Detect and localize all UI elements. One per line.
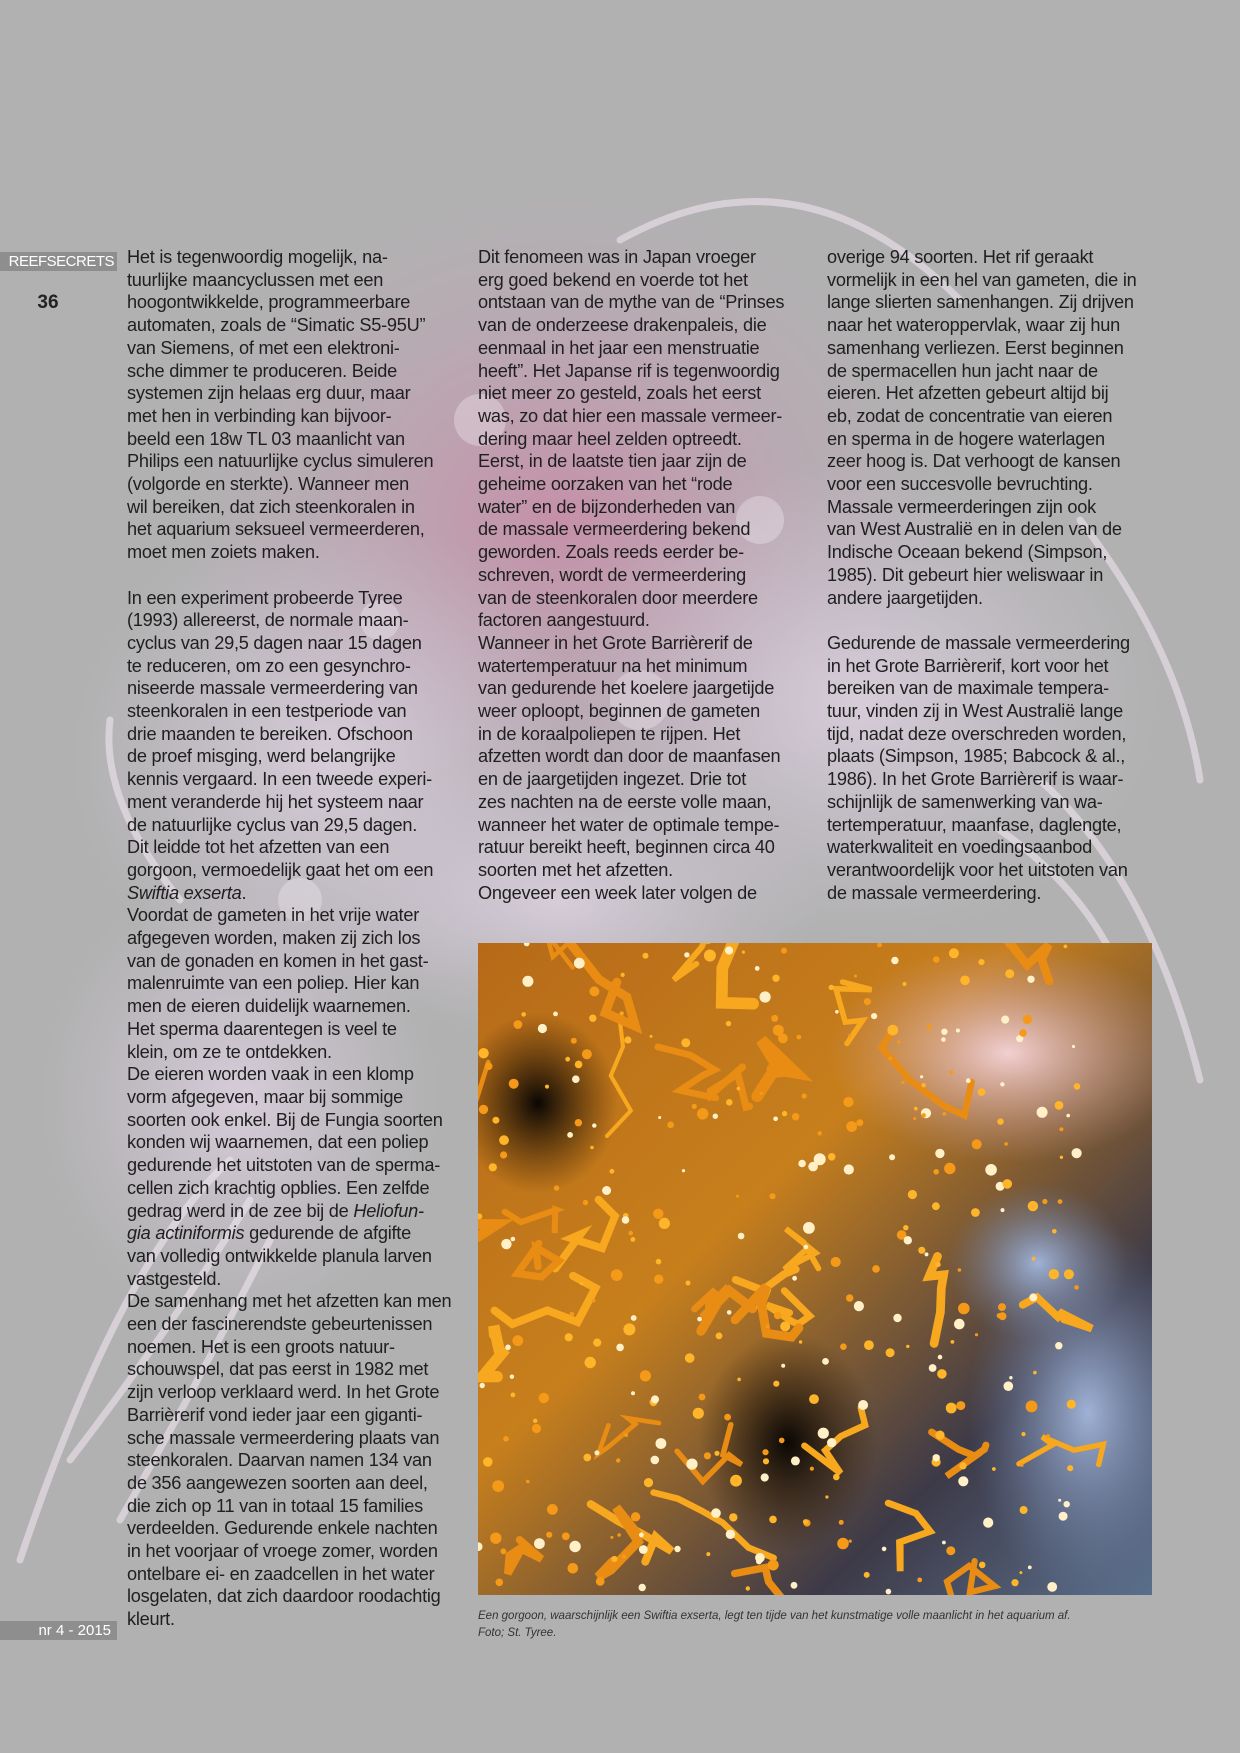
- text-line: [827, 428, 1162, 451]
- text-run: schouwspel, dat pas eerst in 1982 met: [127, 1359, 429, 1380]
- text-run: van de onderzeese drakenpaleis, die: [478, 315, 767, 336]
- text-line: [478, 518, 813, 541]
- text-line: [127, 791, 457, 814]
- text-run: (volgorde en sterkte). Wanneer men: [127, 474, 409, 495]
- text-run: Dit fenomeen was in Japan vroeger: [478, 247, 756, 267]
- text-run: ontelbare ei- en zaadcellen in het water: [127, 1563, 435, 1584]
- caption-text: Een gorgoon, waarschijnlijk een Swiftia exserta, legt ten tijde van het kunstmatige volle maanlicht in het aquarium af.: [478, 1610, 1071, 1622]
- text-line: [478, 723, 813, 746]
- coral-photo: [478, 943, 1152, 1595]
- text-run: sche massale vermeerdering plaats van: [127, 1427, 440, 1448]
- text-line: [127, 428, 457, 451]
- text-line: [827, 836, 1162, 859]
- text-run: Het is tegenwoordig mogelijk, na-: [127, 247, 388, 267]
- text-run: ratuur bereikt heeft, beginnen circa 40: [478, 837, 775, 858]
- text-line: [127, 1177, 457, 1200]
- text-run: bereiken van de maximale tempera-: [827, 678, 1109, 699]
- text-line: [127, 1063, 457, 1086]
- text-run: plaats (Simpson, 1985; Babcock & al.,: [827, 746, 1126, 767]
- text-run: geheime oorzaken van het “rode: [478, 474, 733, 495]
- text-run: konden wij waarnemen, dat een poliep: [127, 1132, 429, 1153]
- text-run: van gedurende het koelere jaargetijde: [478, 678, 775, 699]
- text-run: de massale vermeerdering bekend: [478, 519, 751, 540]
- text-line: [127, 700, 457, 723]
- text-line: [827, 496, 1162, 519]
- text-line: [478, 360, 813, 383]
- text-line: [127, 950, 457, 973]
- text-line: [827, 723, 1162, 746]
- text-run: water” en de bijzonderheden van: [478, 496, 736, 517]
- text-run: de natuurlijke cyclus van 29,5 dagen.: [127, 814, 418, 835]
- text-line: [827, 677, 1162, 700]
- text-line: [127, 1109, 457, 1132]
- text-run: de 356 aangewezen soorten aan deel,: [127, 1472, 428, 1493]
- text-run: In een experiment probeerde Tyree: [127, 587, 403, 608]
- text-line: [827, 859, 1162, 882]
- text-run: van Siemens, of met een elektroni-: [127, 337, 400, 358]
- text-line: [478, 269, 813, 292]
- text-run: kleurt.: [127, 1609, 175, 1630]
- text-run: Voordat de gameten in het vrije water: [127, 905, 420, 926]
- photo-caption: [478, 1608, 1152, 1642]
- text-line: [478, 587, 813, 610]
- text-line: [127, 995, 457, 1018]
- text-line: [127, 382, 457, 405]
- text-line: [827, 473, 1162, 496]
- text-line: [127, 1381, 457, 1404]
- text-line: [827, 587, 1162, 610]
- text-line: [827, 405, 1162, 428]
- text-run: eenmaal in het jaar een menstruatie: [478, 337, 760, 358]
- text-line: [127, 1472, 457, 1495]
- text-line: [478, 428, 813, 451]
- text-line: [478, 791, 813, 814]
- text-run: de massale vermeerdering.: [827, 882, 1042, 903]
- text-line: [127, 1585, 457, 1608]
- text-line: [127, 1495, 457, 1518]
- text-line: [127, 360, 457, 383]
- text-run: van de steenkoralen door meerdere: [478, 587, 758, 608]
- text-line: [127, 655, 457, 678]
- text-line: [478, 541, 813, 564]
- text-line: [827, 768, 1162, 791]
- text-line: [827, 450, 1162, 473]
- text-run: eb, zodat de concentratie van eieren: [827, 405, 1113, 426]
- text-run: soorten met het afzetten.: [478, 859, 673, 880]
- text-line: [827, 791, 1162, 814]
- text-run: Dit leidde tot het afzetten van een: [127, 837, 390, 858]
- text-line: [478, 291, 813, 314]
- text-line: [127, 1313, 457, 1336]
- text-run: De samenhang met het afzetten kan men: [127, 1291, 452, 1312]
- text-run: de proef misging, werd belangrijke: [127, 746, 396, 767]
- text-line: [127, 972, 457, 995]
- text-run: tertemperatuur, maanfase, daglengte,: [827, 814, 1122, 835]
- text-line: [127, 541, 457, 564]
- text-line: [127, 882, 457, 905]
- issue-label: nr 4 - 2015: [0, 1621, 117, 1640]
- photo-credit: Foto; St. Tyree.: [478, 1627, 557, 1639]
- text-line: [127, 1563, 457, 1586]
- text-run: afzetten wordt dan door de maanfasen: [478, 746, 781, 767]
- text-run: gedrag werd in de zee bij de: [127, 1200, 354, 1221]
- text-run: klein, om ze te ontdekken.: [127, 1041, 332, 1062]
- text-line: [127, 1018, 457, 1041]
- text-line: [478, 768, 813, 791]
- text-run: zijn verloop verklaard werd. In het Grote: [127, 1382, 440, 1403]
- text-run: die zich op 11 van in totaal 15 families: [127, 1495, 423, 1516]
- text-line: [827, 246, 1162, 269]
- text-line: [127, 587, 457, 610]
- text-line: [127, 745, 457, 768]
- text-run: vormelijk in een hel van gameten, die in: [827, 269, 1137, 290]
- text-run: dering maar heel zelden optreedt.: [478, 428, 742, 449]
- article-column-1: [127, 246, 457, 1631]
- text-run: .: [241, 882, 247, 903]
- text-line: [127, 291, 457, 314]
- text-run: tijd, nadat deze overschreden worden,: [827, 723, 1127, 744]
- text-run: cellen zich krachtig opblies. Een zelfde: [127, 1177, 430, 1198]
- text-line: [127, 677, 457, 700]
- text-line: [478, 882, 813, 905]
- text-run: Massale vermeerderingen zijn ook: [827, 496, 1096, 517]
- text-line: [127, 904, 457, 927]
- text-line: [478, 382, 813, 405]
- text-line: [127, 927, 457, 950]
- text-run: (1993) allereerst, de normale maan-: [127, 610, 409, 631]
- text-line: [127, 1268, 457, 1291]
- text-run: samenhang verliezen. Eerst beginnen: [827, 337, 1124, 358]
- text-line: [827, 700, 1162, 723]
- text-line: [127, 1540, 457, 1563]
- text-line: [127, 1086, 457, 1109]
- text-run: met hen in verbinding kan bijvoor-: [127, 405, 392, 426]
- paragraph-gap: [127, 564, 457, 587]
- text-line: [478, 473, 813, 496]
- text-line: [827, 314, 1162, 337]
- text-line: [478, 836, 813, 859]
- text-line: [127, 836, 457, 859]
- text-line: [827, 814, 1162, 837]
- text-run: sche dimmer te produceren. Beide: [127, 360, 398, 381]
- text-run: overige 94 soorten. Het rif geraakt: [827, 247, 1094, 267]
- text-line: [127, 473, 457, 496]
- text-run: malenruimte van een poliep. Hier kan: [127, 973, 420, 994]
- italic-species-name: Heliofun-: [353, 1200, 424, 1221]
- text-line: [127, 1404, 457, 1427]
- text-run: gedurende het uitstoten van de sperma-: [127, 1155, 441, 1176]
- text-line: [478, 814, 813, 837]
- text-run: De eieren worden vaak in een klomp: [127, 1064, 414, 1085]
- text-line: [478, 700, 813, 723]
- text-line: [127, 632, 457, 655]
- text-run: van West Australië en in delen van de: [827, 519, 1122, 540]
- text-run: afgegeven worden, maken zij zich los: [127, 928, 421, 949]
- text-run: Eerst, in de laatste tien jaar zijn de: [478, 451, 747, 472]
- text-run: in de koraalpoliepen te rijpen. Het: [478, 723, 741, 744]
- text-line: [827, 632, 1162, 655]
- text-line: [478, 677, 813, 700]
- text-line: [827, 382, 1162, 405]
- text-run: beeld een 18w TL 03 maanlicht van: [127, 428, 405, 449]
- italic-species-name: Swiftia exserta: [127, 882, 242, 903]
- text-line: [127, 723, 457, 746]
- text-run: in het Grote Barrièrerif, kort voor het: [827, 655, 1109, 676]
- text-run: Barrièrerif vond ieder jaar een giganti-: [127, 1404, 423, 1425]
- text-run: tuurlijke maancyclussen met een: [127, 269, 384, 290]
- text-run: weer oploopt, beginnen de gameten: [478, 701, 760, 722]
- text-run: Ongeveer een week later volgen de: [478, 882, 757, 903]
- text-run: de spermacellen hun jacht naar de: [827, 360, 1098, 381]
- text-run: erg goed bekend en voerde tot het: [478, 269, 748, 290]
- page-number: 36: [37, 292, 59, 313]
- text-run: steenkoralen in een testperiode van: [127, 701, 407, 722]
- text-run: heeft”. Het Japanse rif is tegenwoordig: [478, 360, 780, 381]
- text-line: [127, 1131, 457, 1154]
- text-run: wil bereiken, dat zich steenkoralen in: [127, 496, 415, 517]
- text-line: [127, 1154, 457, 1177]
- text-line: [127, 1336, 457, 1359]
- text-run: van volledig ontwikkelde planula larven: [127, 1245, 432, 1266]
- text-line: [827, 269, 1162, 292]
- text-line: [127, 1608, 457, 1631]
- text-line: [478, 632, 813, 655]
- text-line: [827, 745, 1162, 768]
- text-line: [478, 450, 813, 473]
- text-run: kennis vergaard. In een tweede experi-: [127, 769, 432, 790]
- text-run: watertemperatuur na het minimum: [478, 655, 748, 676]
- text-run: noemen. Het is een groots natuur-: [127, 1336, 395, 1357]
- text-run: cyclus van 29,5 dagen naar 15 dagen: [127, 632, 422, 653]
- text-run: een der fascinerendste gebeurtenissen: [127, 1314, 433, 1335]
- text-run: ment veranderde hij het systeem naar: [127, 791, 424, 812]
- text-run: andere jaargetijden.: [827, 587, 983, 608]
- text-run: losgelaten, dat zich daardoor roodachtig: [127, 1586, 441, 1607]
- text-line: [478, 405, 813, 428]
- text-line: [827, 518, 1162, 541]
- magazine-brand-tab: REEFSECRETS: [0, 252, 117, 271]
- text-run: Wanneer in het Grote Barrièrerif de: [478, 632, 753, 653]
- text-run: tuur, vinden zij in West Australië lange: [827, 701, 1123, 722]
- text-run: verdeelden. Gedurende enkele nachten: [127, 1518, 438, 1539]
- text-line: [827, 360, 1162, 383]
- text-run: automaten, zoals de “Simatic S5-95U”: [127, 315, 426, 336]
- italic-species-name: gia actiniformis: [127, 1223, 245, 1244]
- text-run: vorm afgegeven, maar bij sommige: [127, 1087, 404, 1107]
- text-line: [127, 1290, 457, 1313]
- text-run: 1985). Dit gebeurt hier weliswaar in: [827, 564, 1104, 585]
- text-run: Gedurende de massale vermeerdering: [827, 632, 1130, 653]
- text-run: te reduceren, om zo een gesynchro-: [127, 655, 411, 676]
- text-line: [478, 745, 813, 768]
- text-run: schijnlijk de samenwerking van wa-: [827, 791, 1103, 812]
- text-run: factoren aangestuurd.: [478, 610, 650, 631]
- text-line: [127, 859, 457, 882]
- text-line: [127, 518, 457, 541]
- text-run: 1986). In het Grote Barrièrerif is waar-: [827, 769, 1124, 790]
- text-run: Indische Oceaan bekend (Simpson,: [827, 542, 1108, 563]
- text-run: systemen zijn helaas erg duur, maar: [127, 383, 411, 404]
- text-line: [478, 859, 813, 882]
- article-column-3: [827, 246, 1162, 904]
- text-line: [827, 541, 1162, 564]
- text-run: vastgesteld.: [127, 1268, 222, 1289]
- text-line: [478, 655, 813, 678]
- text-run: wanneer het water de optimale tempe-: [478, 814, 780, 835]
- text-run: eieren. Het afzetten gebeurt altijd bij: [827, 383, 1109, 404]
- text-line: [127, 314, 457, 337]
- text-run: zes nachten na de eerste volle maan,: [478, 791, 772, 812]
- text-line: [127, 405, 457, 428]
- text-line: [127, 496, 457, 519]
- text-line: [127, 337, 457, 360]
- text-run: drie maanden te bereiken. Ofschoon: [127, 723, 413, 744]
- text-run: van de gonaden en komen in het gast-: [127, 950, 429, 971]
- text-line: [478, 314, 813, 337]
- text-run: en de jaargetijden ingezet. Drie tot: [478, 769, 747, 790]
- text-line: [478, 609, 813, 632]
- text-line: [827, 564, 1162, 587]
- text-line: [127, 1358, 457, 1381]
- text-line: [127, 1222, 457, 1245]
- text-line: [127, 1449, 457, 1472]
- text-line: [827, 655, 1162, 678]
- text-run: steenkoralen. Daarvan namen 134 van: [127, 1450, 432, 1471]
- text-line: [127, 1245, 457, 1268]
- text-line: [127, 1427, 457, 1450]
- text-run: was, zo dat hier een massale vermeer-: [478, 405, 783, 426]
- text-line: [127, 269, 457, 292]
- text-run: men de eieren duidelijk waarnemen.: [127, 996, 411, 1017]
- text-line: [127, 1200, 457, 1223]
- text-line: [127, 609, 457, 632]
- text-line: [127, 1041, 457, 1064]
- text-line: [478, 496, 813, 519]
- text-line: [127, 246, 457, 269]
- text-run: gorgoon, vermoedelijk gaat het om een: [127, 859, 434, 880]
- text-line: [478, 564, 813, 587]
- text-run: schreven, wordt de vermeerdering: [478, 564, 746, 585]
- text-line: [827, 337, 1162, 360]
- text-line: [127, 768, 457, 791]
- text-line: [478, 337, 813, 360]
- text-run: soorten ook enkel. Bij de Fungia soorten: [127, 1109, 443, 1130]
- text-run: zeer hoog is. Dat verhoogt de kansen: [827, 451, 1121, 472]
- text-line: [827, 291, 1162, 314]
- text-run: gedurende de afgifte: [244, 1223, 411, 1244]
- text-run: niet meer zo gesteld, zoals het eerst: [478, 383, 761, 404]
- text-run: ontstaan van de mythe van de “Prinses: [478, 292, 785, 313]
- text-run: het aquarium seksueel vermeerderen,: [127, 519, 425, 540]
- text-run: verantwoordelijk voor het uitstoten van: [827, 859, 1128, 880]
- gorgonian-coral-image: [478, 943, 1152, 1595]
- text-run: voor een succesvolle bevruchting.: [827, 474, 1093, 495]
- text-run: niseerde massale vermeerdering van: [127, 678, 418, 699]
- text-run: en sperma in de hogere waterlagen: [827, 428, 1105, 449]
- text-run: waterkwaliteit en voedingsaanbod: [827, 837, 1092, 858]
- text-line: [478, 246, 813, 269]
- text-line: [127, 450, 457, 473]
- text-run: Philips een natuurlijke cyclus simuleren: [127, 451, 434, 472]
- text-run: moet men zoiets maken.: [127, 542, 320, 563]
- text-run: in het voorjaar of vroege zomer, worden: [127, 1541, 438, 1562]
- article-column-2: [478, 246, 813, 904]
- text-line: [127, 1517, 457, 1540]
- text-run: geworden. Zoals reeds eerder be-: [478, 542, 744, 563]
- text-line: [827, 882, 1162, 905]
- paragraph-gap: [827, 609, 1162, 632]
- text-run: hoogontwikkelde, programmeerbare: [127, 292, 411, 313]
- text-run: naar het wateroppervlak, waar zij hun: [827, 315, 1121, 336]
- text-run: Het sperma daarentegen is veel te: [127, 1018, 397, 1039]
- text-run: lange slierten samenhangen. Zij drijven: [827, 292, 1134, 313]
- text-line: [127, 814, 457, 837]
